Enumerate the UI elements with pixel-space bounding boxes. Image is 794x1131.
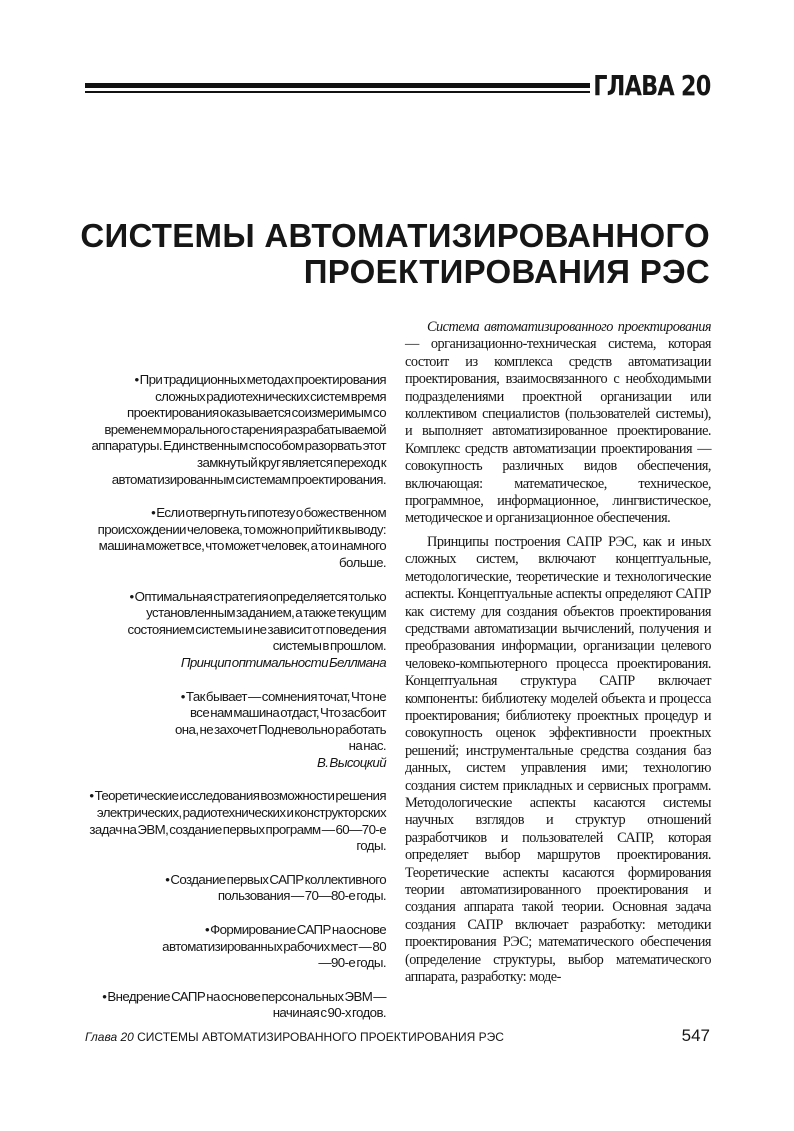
footer-title: СИСТЕМЫ АВТОМАТИЗИРОВАННОГО ПРОЕКТИРОВАНИЯ РЭС — [137, 1030, 504, 1044]
sidebar-note — [88, 989, 386, 1022]
paragraph — [405, 319, 711, 528]
sidebar-note — [88, 872, 386, 905]
chapter-label: ГЛАВА 20 — [592, 69, 710, 102]
sidebar-note — [88, 788, 386, 854]
note-text: • Внедрение САПР на основе персональных ЭВМ — начиная с 90-х годов. — [102, 988, 386, 1021]
note-attribution: В. Высоцкий — [316, 754, 386, 770]
paragraph: Принципы построения САПР РЭС, как и иных сложных систем, включают концептуальные, методологические, теоретические и технологические аспекты. Концептуальные аспекты определяют САПР как систему для создания объектов проектирования средствами автоматизации вычислений, получения и преобразования информации, организации целевого человеко-компьютерного процесса проектирования. Концептуальная структура САПР включает компоненты: библиотеку моделей объекта и процесса проектирования; библиотеку проектных процедур и совокупность оценок эффективности проектных решений; инструментальные средства создания баз данных, систем управления ими; технологию создания систем прикладных и сервисных программ. Методологические аспекты касаются системы научных взглядов и структур отношений разработчиков и пользователей САПР, которая определяет выбор маршрутов проектирования. Теоретические аспекты касаются формирования теории автоматизированного проектирования и создания аппарата такой теории. Основная задача создания САПР включает разработку: методики проектирования РЭС; математического обеспечения (определение структуры, выбор математического аппарата, разработку: моде- — [405, 533, 711, 986]
note-attribution: Принцип оптимальности Беллмана — [180, 654, 386, 670]
sidebar-note — [88, 589, 386, 672]
header-rule-thin — [85, 91, 590, 93]
sidebar-note — [88, 922, 386, 972]
sidebar-note — [88, 505, 386, 571]
note-text: • Формирование САПР на основе автоматизированных рабочих мест — 80—90-е годы. — [162, 922, 386, 971]
note-text: • Оптимальная стратегия определяется только установленным заданием, а также текущим состоянием системы и не зависит от поведения системы в прошлом. — [127, 588, 386, 654]
note-text: • Создание первых САПР коллективного пользования — 70—80-е годы. — [165, 871, 386, 904]
sidebar-note — [88, 689, 386, 772]
paragraph-text: — организационно-техническая система, которая состоит из комплекса средств автоматизации проектирования, взаимосвязанного с необходимыми подразделениями проектной организации или коллективом специалистов (пользователей системы), и выполняет автоматизированное проектирование. Комплекс средств автоматизации проектирования — совокупность различных видов обеспечения, включающая: математическое, техническое, программное, информационное, лингвистическое, методическое и организационное обеспечения. — [405, 336, 711, 527]
body-text — [405, 319, 711, 986]
title-line-1: СИСТЕМЫ АВТОМАТИЗИРОВАННОГО — [80, 217, 710, 254]
sidebar-note — [88, 372, 386, 488]
defined-term: Система автоматизированного проектирования — [427, 319, 711, 335]
header-rule-thick — [85, 83, 590, 88]
note-text: • Так бывает — сомнения точат, Что не все нам машина отдаст, Что засбоит она, не захочет Подневольно работать на нас. — [175, 688, 386, 754]
note-text: • Если отвергнуть гипотезу о божественном происхождении человека, то можно прийти к выводу: машина может все, что может человек, а то и намного больше. — [97, 505, 386, 570]
sidebar-notes — [88, 372, 386, 1022]
chapter-header — [85, 69, 710, 102]
note-text: • Теоретические исследования возможности решения электрических, радиотехнических и конструкторских задач на ЭВМ, создание первых программ — 60—70-е годы. — [89, 788, 386, 854]
running-footer — [85, 1030, 504, 1044]
chapter-title — [80, 218, 710, 290]
title-line-2: ПРОЕКТИРОВАНИЯ РЭС — [303, 253, 710, 290]
note-text: • При традиционных методах проектирования сложных радиотехнических систем время проектирования оказывается соизмеримым со временем морального старения разрабатываемой аппаратуры. Единственным способом разорвать этот замкнутый круг является переход к автоматизированным системам проектирования. — [91, 372, 386, 487]
page-number: 547 — [681, 1026, 710, 1045]
footer-chapter: Глава 20 — [85, 1030, 134, 1044]
